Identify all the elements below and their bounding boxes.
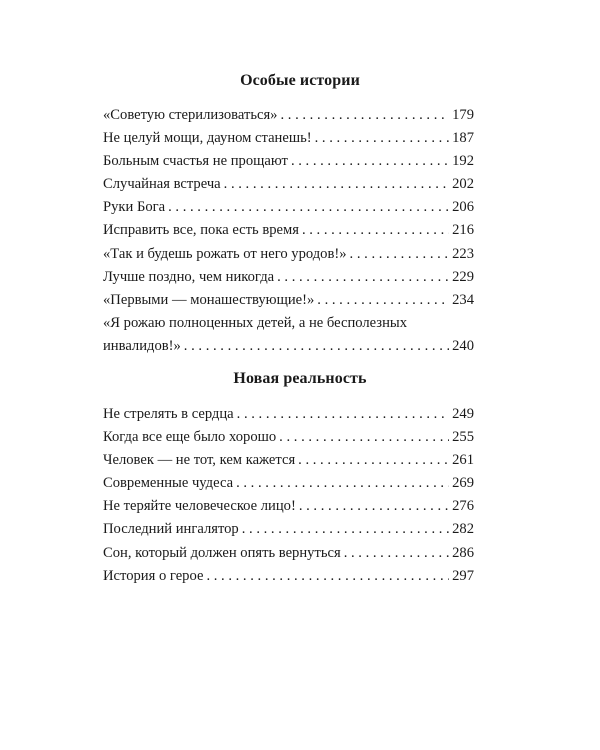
dot-leader (279, 426, 449, 449)
dot-leader (184, 335, 449, 358)
toc-entry[interactable] (103, 472, 474, 495)
entry-title: Сон, который должен опять вернуться (103, 544, 341, 561)
entry-title: Человек — не тот, кем кажется (103, 452, 296, 469)
dot-leader (206, 565, 449, 588)
section-title: Особые истории (240, 72, 360, 89)
toc-list (103, 403, 474, 588)
dot-leader (224, 173, 449, 196)
toc-entry[interactable] (103, 104, 474, 127)
entry-title: «Первыми — монашествующие!» (103, 291, 315, 308)
toc-entry[interactable] (103, 173, 474, 196)
page-number: 276 (452, 498, 474, 515)
page-number: 286 (452, 544, 474, 561)
toc-entry[interactable] (103, 518, 474, 541)
dot-leader (236, 472, 449, 495)
entry-title: Последний ингалятор (103, 521, 239, 538)
dot-leader (291, 150, 449, 173)
page-number: 234 (452, 291, 474, 308)
entry-title: Когда все еще было хорошо (103, 429, 277, 446)
page-number: 223 (452, 245, 474, 262)
page-number: 261 (452, 452, 474, 469)
page-number: 297 (452, 567, 474, 584)
toc-entry[interactable] (103, 243, 474, 266)
toc-entry[interactable] (103, 289, 474, 312)
toc-entry[interactable] (103, 150, 474, 173)
entry-title: Не теряйте человеческое лицо! (103, 498, 296, 515)
toc-entry[interactable] (103, 403, 474, 426)
entry-title: Не стрелять в сердца (103, 406, 234, 422)
page-number: 229 (452, 268, 474, 285)
toc-entry[interactable] (103, 449, 474, 472)
entry-title: Не целуй мощи, дауном станешь! (103, 130, 312, 147)
toc-list (103, 104, 474, 358)
entry-title-line1: «Я рожаю полноценных детей, а не бесполезных (103, 314, 407, 331)
toc-entry[interactable] (103, 219, 474, 242)
toc-entry[interactable] (103, 426, 474, 449)
dot-leader (344, 542, 449, 565)
toc-entry[interactable] (103, 495, 474, 518)
dot-leader (315, 127, 450, 150)
entry-title: История о герое (103, 567, 204, 584)
entry-title: Лучше поздно, чем никогда (103, 268, 275, 285)
dot-leader (350, 243, 450, 266)
page-number: 269 (452, 475, 474, 492)
entry-title-line2: инвалидов!» (103, 337, 181, 354)
toc-entry[interactable] (103, 127, 474, 150)
entry-title: Больным счастья не прощают (103, 153, 288, 170)
toc-entry[interactable] (103, 565, 474, 588)
entry-title: Случайная встреча (103, 176, 221, 193)
page-number: 255 (452, 429, 474, 446)
entry-title: Современные чудеса (103, 475, 234, 492)
toc-entry[interactable] (103, 312, 474, 358)
dot-leader (317, 289, 449, 312)
dot-leader (280, 104, 449, 127)
dot-leader (299, 495, 449, 518)
entry-title: «Советую стерилизоваться» (103, 107, 278, 123)
entry-title: «Так и будешь рожать от него уродов!» (103, 245, 347, 262)
section-title: Новая реальность (233, 370, 367, 387)
page-number: 216 (452, 222, 474, 239)
page-number: 187 (452, 130, 474, 147)
page-number: 249 (452, 406, 474, 422)
dot-leader (237, 403, 449, 426)
entry-title: Исправить все, пока есть время (103, 222, 299, 239)
entry-title: Руки Бога (103, 199, 166, 216)
dot-leader (168, 196, 449, 219)
page-number: 206 (452, 199, 474, 216)
toc-entry[interactable] (103, 196, 474, 219)
dot-leader (242, 518, 449, 541)
page-number: 202 (452, 176, 474, 193)
dot-leader (298, 449, 449, 472)
dot-leader (302, 219, 449, 242)
page-number: 192 (452, 153, 474, 170)
page-number: 240 (452, 337, 474, 354)
page-number: 179 (452, 107, 474, 123)
dot-leader (277, 266, 449, 289)
toc-entry[interactable] (103, 542, 474, 565)
page-number: 282 (452, 521, 474, 538)
toc-entry[interactable] (103, 266, 474, 289)
